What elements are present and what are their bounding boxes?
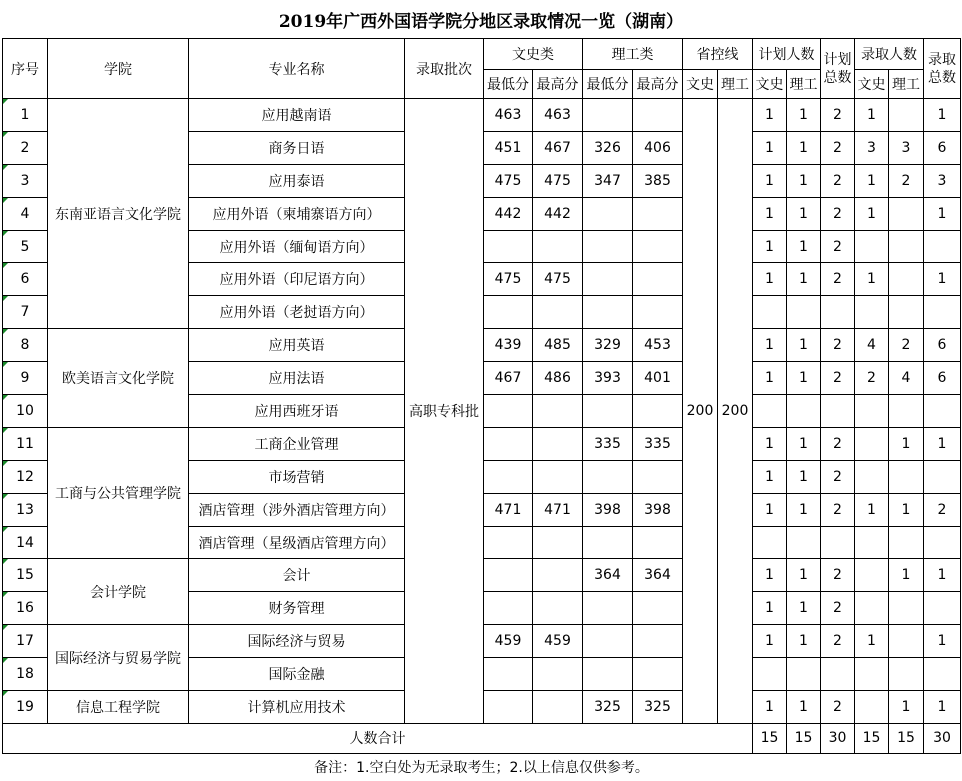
- arts-min-score: [484, 592, 533, 625]
- admit-total: [924, 460, 961, 493]
- science-max-score: 453: [633, 329, 683, 362]
- admit-total: 1: [924, 263, 961, 296]
- plan-science: 1: [787, 460, 821, 493]
- arts-min-score: 467: [484, 362, 533, 395]
- control-line-science: 200: [718, 99, 753, 724]
- admit-science: [889, 395, 924, 428]
- total-admit-total: 30: [924, 723, 961, 753]
- arts-max-score: [533, 526, 583, 559]
- admit-total: [924, 658, 961, 691]
- admit-total: 3: [924, 164, 961, 197]
- plan-arts: 1: [753, 197, 787, 230]
- science-max-score: [633, 592, 683, 625]
- major-name: 应用英语: [189, 329, 405, 362]
- admit-arts: 1: [855, 197, 889, 230]
- header-admit-arts: 文史: [855, 70, 889, 99]
- college-name: 国际经济与贸易学院: [48, 625, 189, 691]
- admit-science: [889, 592, 924, 625]
- science-min-score: [583, 99, 633, 132]
- arts-min-score: [484, 691, 533, 724]
- plan-science: 1: [787, 164, 821, 197]
- plan-total: [821, 395, 855, 428]
- plan-total: 2: [821, 99, 855, 132]
- plan-arts: 1: [753, 427, 787, 460]
- plan-science: 1: [787, 197, 821, 230]
- plan-total: [821, 658, 855, 691]
- admit-arts: [855, 592, 889, 625]
- arts-min-score: 463: [484, 99, 533, 132]
- major-name: 国际经济与贸易: [189, 625, 405, 658]
- science-min-score: [583, 296, 633, 329]
- plan-total: 2: [821, 263, 855, 296]
- science-min-score: [583, 197, 633, 230]
- header-admit-total: 录取总数: [924, 39, 961, 99]
- major-name: 财务管理: [189, 592, 405, 625]
- arts-max-score: [533, 427, 583, 460]
- arts-max-score: [533, 395, 583, 428]
- science-min-score: [583, 592, 633, 625]
- science-max-score: [633, 263, 683, 296]
- plan-total: 2: [821, 559, 855, 592]
- college-name: 东南亚语言文化学院: [48, 99, 189, 329]
- science-min-score: 393: [583, 362, 633, 395]
- plan-arts: 1: [753, 263, 787, 296]
- admit-total: [924, 395, 961, 428]
- arts-max-score: 471: [533, 493, 583, 526]
- admit-science: [889, 99, 924, 132]
- admit-total: 6: [924, 329, 961, 362]
- plan-arts: 1: [753, 131, 787, 164]
- science-max-score: [633, 625, 683, 658]
- science-min-score: [583, 460, 633, 493]
- admit-arts: 1: [855, 263, 889, 296]
- plan-arts: 1: [753, 493, 787, 526]
- admit-arts: 2: [855, 362, 889, 395]
- header-seq: 序号: [3, 39, 48, 99]
- arts-max-score: [533, 691, 583, 724]
- admit-science: 3: [889, 131, 924, 164]
- plan-total: [821, 526, 855, 559]
- admit-total: 6: [924, 131, 961, 164]
- science-min-score: 364: [583, 559, 633, 592]
- admit-science: [889, 296, 924, 329]
- admit-science: [889, 625, 924, 658]
- arts-min-score: [484, 658, 533, 691]
- total-plan-total: 30: [821, 723, 855, 753]
- row-number: 14: [3, 526, 48, 559]
- science-min-score: 329: [583, 329, 633, 362]
- college-name: 欧美语言文化学院: [48, 329, 189, 428]
- science-max-score: [633, 395, 683, 428]
- arts-min-score: 471: [484, 493, 533, 526]
- admit-total: [924, 230, 961, 263]
- arts-max-score: 485: [533, 329, 583, 362]
- admit-arts: [855, 526, 889, 559]
- admit-arts: 1: [855, 99, 889, 132]
- science-max-score: 398: [633, 493, 683, 526]
- science-max-score: [633, 230, 683, 263]
- arts-min-score: 439: [484, 329, 533, 362]
- plan-science: 1: [787, 691, 821, 724]
- plan-arts: [753, 395, 787, 428]
- plan-arts: 1: [753, 362, 787, 395]
- plan-science: 1: [787, 329, 821, 362]
- science-min-score: 335: [583, 427, 633, 460]
- plan-arts: 1: [753, 592, 787, 625]
- plan-total: 2: [821, 164, 855, 197]
- admit-arts: [855, 427, 889, 460]
- arts-max-score: 475: [533, 263, 583, 296]
- admit-total: 1: [924, 427, 961, 460]
- admit-arts: 4: [855, 329, 889, 362]
- row-number: 19: [3, 691, 48, 724]
- plan-total: 2: [821, 131, 855, 164]
- plan-total: 2: [821, 493, 855, 526]
- plan-arts: 1: [753, 164, 787, 197]
- major-name: 市场营销: [189, 460, 405, 493]
- row-number: 11: [3, 427, 48, 460]
- major-name: 酒店管理（涉外酒店管理方向）: [189, 493, 405, 526]
- row-number: 15: [3, 559, 48, 592]
- admit-science: 2: [889, 329, 924, 362]
- major-name: 应用越南语: [189, 99, 405, 132]
- admit-total: [924, 592, 961, 625]
- arts-max-score: 459: [533, 625, 583, 658]
- plan-total: [821, 296, 855, 329]
- admit-total: [924, 296, 961, 329]
- plan-total: 2: [821, 230, 855, 263]
- science-max-score: [633, 658, 683, 691]
- row-number: 1: [3, 99, 48, 132]
- major-name: 酒店管理（星级酒店管理方向）: [189, 526, 405, 559]
- science-min-score: [583, 230, 633, 263]
- major-name: 应用外语（缅甸语方向）: [189, 230, 405, 263]
- row-number: 3: [3, 164, 48, 197]
- plan-science: 1: [787, 263, 821, 296]
- row-number: 9: [3, 362, 48, 395]
- admit-arts: [855, 230, 889, 263]
- plan-science: 1: [787, 559, 821, 592]
- major-name: 应用外语（柬埔寨语方向）: [189, 197, 405, 230]
- college-name: 会计学院: [48, 559, 189, 625]
- row-number: 7: [3, 296, 48, 329]
- admit-total: 1: [924, 99, 961, 132]
- header-arts-max: 最高分: [533, 70, 583, 99]
- science-min-score: [583, 625, 633, 658]
- arts-min-score: 451: [484, 131, 533, 164]
- plan-science: [787, 395, 821, 428]
- header-plan-science: 理工: [787, 70, 821, 99]
- science-max-score: [633, 197, 683, 230]
- plan-science: [787, 296, 821, 329]
- control-line-arts: 200: [683, 99, 718, 724]
- science-max-score: [633, 99, 683, 132]
- row-number: 2: [3, 131, 48, 164]
- table-row: [3, 99, 961, 132]
- admit-science: [889, 263, 924, 296]
- plan-science: [787, 658, 821, 691]
- arts-max-score: [533, 559, 583, 592]
- admit-total: 1: [924, 691, 961, 724]
- plan-arts: 1: [753, 625, 787, 658]
- arts-min-score: [484, 296, 533, 329]
- header-control-arts: 文史: [683, 70, 718, 99]
- arts-max-score: [533, 296, 583, 329]
- total-plan-arts: 15: [753, 723, 787, 753]
- admit-science: 1: [889, 427, 924, 460]
- arts-min-score: [484, 427, 533, 460]
- header-arts: 文史类: [484, 39, 583, 70]
- row-number: 18: [3, 658, 48, 691]
- row-number: 10: [3, 395, 48, 428]
- header-plan-arts: 文史: [753, 70, 787, 99]
- plan-arts: 1: [753, 230, 787, 263]
- arts-max-score: [533, 658, 583, 691]
- college-name: 工商与公共管理学院: [48, 427, 189, 559]
- science-min-score: [583, 395, 633, 428]
- arts-max-score: [533, 230, 583, 263]
- arts-min-score: 459: [484, 625, 533, 658]
- major-name: 计算机应用技术: [189, 691, 405, 724]
- plan-science: 1: [787, 493, 821, 526]
- plan-total: 2: [821, 625, 855, 658]
- science-min-score: [583, 658, 633, 691]
- batch-value: 高职专科批: [405, 99, 484, 724]
- plan-science: 1: [787, 592, 821, 625]
- total-plan-science: 15: [787, 723, 821, 753]
- science-max-score: 406: [633, 131, 683, 164]
- arts-min-score: 442: [484, 197, 533, 230]
- major-name: 应用外语（印尼语方向）: [189, 263, 405, 296]
- plan-science: 1: [787, 131, 821, 164]
- science-max-score: 325: [633, 691, 683, 724]
- admit-arts: [855, 559, 889, 592]
- science-max-score: 385: [633, 164, 683, 197]
- header-science-max: 最高分: [633, 70, 683, 99]
- arts-min-score: [484, 395, 533, 428]
- row-number: 12: [3, 460, 48, 493]
- plan-science: 1: [787, 362, 821, 395]
- admit-arts: [855, 296, 889, 329]
- science-min-score: 398: [583, 493, 633, 526]
- admit-science: 1: [889, 691, 924, 724]
- admit-arts: [855, 691, 889, 724]
- row-number: 13: [3, 493, 48, 526]
- arts-min-score: [484, 559, 533, 592]
- row-number: 17: [3, 625, 48, 658]
- plan-arts: 1: [753, 99, 787, 132]
- header-plan: 计划人数: [753, 39, 821, 70]
- admit-science: [889, 197, 924, 230]
- plan-arts: 1: [753, 691, 787, 724]
- science-max-score: [633, 460, 683, 493]
- header-college: 学院: [48, 39, 189, 99]
- major-name: 工商企业管理: [189, 427, 405, 460]
- row-number: 6: [3, 263, 48, 296]
- admit-science: 2: [889, 164, 924, 197]
- header-control-science: 理工: [718, 70, 753, 99]
- science-max-score: 401: [633, 362, 683, 395]
- arts-max-score: 486: [533, 362, 583, 395]
- major-name: 会计: [189, 559, 405, 592]
- admission-table: [2, 38, 961, 780]
- admit-science: [889, 460, 924, 493]
- plan-science: [787, 526, 821, 559]
- science-max-score: 335: [633, 427, 683, 460]
- plan-arts: [753, 658, 787, 691]
- science-min-score: 326: [583, 131, 633, 164]
- header-arts-min: 最低分: [484, 70, 533, 99]
- plan-total: 2: [821, 329, 855, 362]
- plan-total: 2: [821, 460, 855, 493]
- science-min-score: [583, 526, 633, 559]
- row-number: 4: [3, 197, 48, 230]
- header-admit-science: 理工: [889, 70, 924, 99]
- header-major: 专业名称: [189, 39, 405, 99]
- admit-arts: 1: [855, 164, 889, 197]
- admit-science: [889, 230, 924, 263]
- major-name: 国际金融: [189, 658, 405, 691]
- plan-arts: 1: [753, 329, 787, 362]
- header-science: 理工类: [583, 39, 683, 70]
- plan-total: 2: [821, 197, 855, 230]
- admit-arts: 3: [855, 131, 889, 164]
- college-name: 信息工程学院: [48, 691, 189, 724]
- arts-min-score: 475: [484, 164, 533, 197]
- admit-science: 1: [889, 493, 924, 526]
- arts-min-score: [484, 460, 533, 493]
- plan-arts: [753, 296, 787, 329]
- admit-arts: 1: [855, 493, 889, 526]
- major-name: 商务日语: [189, 131, 405, 164]
- row-number: 5: [3, 230, 48, 263]
- science-min-score: [583, 263, 633, 296]
- plan-total: 2: [821, 691, 855, 724]
- sheet-title: 2019年广西外国语学院分地区录取情况一览（湖南）: [278, 11, 684, 32]
- arts-min-score: 475: [484, 263, 533, 296]
- plan-arts: 1: [753, 559, 787, 592]
- plan-science: 1: [787, 99, 821, 132]
- total-row: [3, 723, 961, 753]
- arts-max-score: 467: [533, 131, 583, 164]
- arts-min-score: [484, 526, 533, 559]
- admit-total: 6: [924, 362, 961, 395]
- plan-science: 1: [787, 625, 821, 658]
- admit-arts: 1: [855, 625, 889, 658]
- arts-max-score: [533, 592, 583, 625]
- total-label: 人数合计: [3, 723, 753, 753]
- admit-arts: [855, 658, 889, 691]
- major-name: 应用西班牙语: [189, 395, 405, 428]
- admit-total: 1: [924, 625, 961, 658]
- header-control-line: 省控线: [683, 39, 753, 70]
- total-admit-arts: 15: [855, 723, 889, 753]
- admit-science: [889, 658, 924, 691]
- science-max-score: [633, 526, 683, 559]
- admit-total: 1: [924, 559, 961, 592]
- admit-total: 2: [924, 493, 961, 526]
- admit-arts: [855, 460, 889, 493]
- header-plan-total: 计划总数: [821, 39, 855, 99]
- footnote: 备注：1.空白处为无录取考生；2.以上信息仅供参考。: [3, 753, 961, 780]
- note-row: [3, 753, 961, 780]
- header-admit: 录取人数: [855, 39, 924, 70]
- admit-arts: [855, 395, 889, 428]
- science-max-score: 364: [633, 559, 683, 592]
- arts-min-score: [484, 230, 533, 263]
- arts-max-score: [533, 460, 583, 493]
- major-name: 应用外语（老挝语方向）: [189, 296, 405, 329]
- plan-arts: [753, 526, 787, 559]
- plan-arts: 1: [753, 460, 787, 493]
- admit-total: 1: [924, 197, 961, 230]
- major-name: 应用法语: [189, 362, 405, 395]
- major-name: 应用泰语: [189, 164, 405, 197]
- admit-science: 4: [889, 362, 924, 395]
- plan-total: 2: [821, 592, 855, 625]
- header-science-min: 最低分: [583, 70, 633, 99]
- arts-max-score: 463: [533, 99, 583, 132]
- arts-max-score: 442: [533, 197, 583, 230]
- plan-total: 2: [821, 427, 855, 460]
- science-max-score: [633, 296, 683, 329]
- row-number: 16: [3, 592, 48, 625]
- plan-total: 2: [821, 362, 855, 395]
- science-min-score: 325: [583, 691, 633, 724]
- admit-science: [889, 526, 924, 559]
- science-min-score: 347: [583, 164, 633, 197]
- arts-max-score: 475: [533, 164, 583, 197]
- row-number: 8: [3, 329, 48, 362]
- header-batch: 录取批次: [405, 39, 484, 99]
- admit-total: [924, 526, 961, 559]
- plan-science: 1: [787, 427, 821, 460]
- admit-science: 1: [889, 559, 924, 592]
- plan-science: 1: [787, 230, 821, 263]
- total-admit-science: 15: [889, 723, 924, 753]
